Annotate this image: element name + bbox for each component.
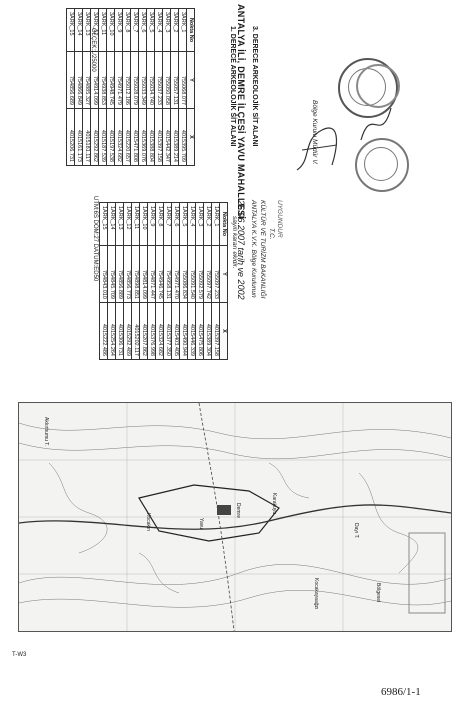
table-row xyxy=(124,203,132,360)
point-id-cell: 1ARK_4 xyxy=(188,203,196,246)
point-id-cell: 3ARK_15 xyxy=(67,9,75,52)
table-row xyxy=(147,9,155,166)
stamp-line-decision: sayılı kararı ekidir. xyxy=(231,216,238,269)
y-coordinate-cell: 754971.479 xyxy=(115,52,123,109)
stamp-line-ministry: KÜLTÜR VE TURİZM BAKANLIĞI xyxy=(259,200,266,299)
x-coordinate-cell: 4015389.214 xyxy=(171,109,179,166)
table-row xyxy=(180,203,188,360)
signer-title: Bölge Kurulu Müdür V. xyxy=(311,100,318,165)
map-label: Akkırbumu T. xyxy=(43,417,49,447)
page-number: 6986/1-1 xyxy=(381,686,421,698)
table-row xyxy=(116,203,124,360)
point-id-cell: 3ARK_13 xyxy=(83,9,91,52)
x-coordinate-cell: 4015222.486 xyxy=(100,303,108,360)
point-id-cell: 3ARK_2 xyxy=(171,9,179,52)
column-header: Y xyxy=(187,52,195,109)
table-row xyxy=(163,9,171,166)
point-id-cell: 3ARK_6 xyxy=(139,9,147,52)
coordinate-table-3 xyxy=(66,8,195,166)
point-id-cell: 3ARK_14 xyxy=(75,9,83,52)
site-boundary-polygon xyxy=(139,485,279,541)
point-id-cell: 1ARK_7 xyxy=(164,203,172,246)
y-coordinate-cell: 755033.349 xyxy=(139,52,147,109)
document-title: ANTALYA İLİ, DEMRE İLÇESİ YAVU MAHALLESİ xyxy=(236,4,246,220)
topographic-map xyxy=(18,402,452,632)
point-id-cell: 1ARK_9 xyxy=(148,203,156,246)
corner-mark: T-W3 xyxy=(12,652,27,658)
stamp-line-approved: UYGUNDUR xyxy=(276,200,283,238)
table-row xyxy=(67,9,75,166)
table-row xyxy=(123,9,131,166)
y-coordinate-cell: 754871.447 xyxy=(148,246,156,303)
signature-2 xyxy=(356,100,396,150)
y-coordinate-cell: 755092.579 xyxy=(196,246,204,303)
table1-wrapper xyxy=(99,202,228,360)
x-coordinate-cell: 4015161.173 xyxy=(75,109,83,166)
table-row xyxy=(75,9,83,166)
y-coordinate-cell: 755012.186 xyxy=(123,52,131,109)
y-coordinate-cell: 754971.470 xyxy=(172,246,180,303)
table3-wrapper xyxy=(66,8,195,166)
y-coordinate-cell: 755097.742 xyxy=(204,246,212,303)
table-row xyxy=(171,9,179,166)
table-row xyxy=(131,9,139,166)
x-coordinate-cell: 4015376.998 xyxy=(148,303,156,360)
x-coordinate-cell: 4015181.117 xyxy=(83,109,91,166)
x-coordinate-cell: 4015490.944 xyxy=(180,303,188,360)
x-coordinate-cell: 4015446.339 xyxy=(188,303,196,360)
point-id-cell: 1ARK_12 xyxy=(124,203,132,246)
x-coordinate-cell: 4015389.304 xyxy=(204,303,212,360)
table1-body xyxy=(100,203,220,360)
stamp-line-date: 26.06.2007 tarih ve 2002 xyxy=(236,200,246,300)
point-id-cell: 3ARK_11 xyxy=(99,9,107,52)
table-row xyxy=(99,9,107,166)
table-row xyxy=(212,203,220,360)
table-row xyxy=(148,203,156,360)
x-coordinate-cell: 4015292.862 xyxy=(91,109,99,166)
column-header: Nokta No xyxy=(187,9,195,52)
column-header: X xyxy=(187,109,195,166)
x-coordinate-cell: 4015471.808 xyxy=(131,109,139,166)
point-id-cell: 1ARK_3 xyxy=(196,203,204,246)
table3-body xyxy=(67,9,187,166)
point-id-cell: 3ARK_4 xyxy=(155,9,163,52)
scale-text: ÖLÇEK:1/25000 xyxy=(90,28,96,72)
y-coordinate-cell: 754948.745 xyxy=(107,52,115,109)
y-coordinate-cell: 755037.233 xyxy=(155,52,163,109)
x-coordinate-cell: 4015187.539 xyxy=(99,109,107,166)
map-label: Kocakayaağzı xyxy=(313,578,319,610)
table-row xyxy=(115,9,123,166)
table-row xyxy=(100,203,108,360)
point-id-cell: 1ARK_13 xyxy=(116,203,124,246)
y-coordinate-cell: 754856.889 xyxy=(116,246,124,303)
coordinate-table-1 xyxy=(99,202,228,360)
x-coordinate-cell: 4015388.804 xyxy=(147,109,155,166)
x-coordinate-cell: 4015324.682 xyxy=(156,303,164,360)
point-id-cell: 3ARK_9 xyxy=(115,9,123,52)
table-row xyxy=(172,203,180,360)
x-coordinate-cell: 4015397.158 xyxy=(155,109,163,166)
y-coordinate-cell: 755086.834 xyxy=(180,246,188,303)
point-id-cell: 1ARK_10 xyxy=(140,203,148,246)
x-coordinate-cell: 4015206.731 xyxy=(67,109,75,166)
table1-caption: 1. DERECE ARKEOLOJİK SİT ALANI xyxy=(229,26,236,147)
table-row xyxy=(196,203,204,360)
point-id-cell: 1ARK_15 xyxy=(100,203,108,246)
table-row xyxy=(155,9,163,166)
y-coordinate-cell: 755068.077 xyxy=(179,52,187,109)
x-coordinate-cell: 4015369.076 xyxy=(139,109,147,166)
y-coordinate-cell: 755097.233 xyxy=(212,246,220,303)
table-row xyxy=(164,203,172,360)
map-label: Karakuyu xyxy=(271,493,277,515)
table-row xyxy=(156,203,164,360)
x-coordinate-cell: 4015475.806 xyxy=(196,303,204,360)
y-coordinate-cell: 754866.849 xyxy=(75,52,83,109)
point-id-cell: 1ARK_14 xyxy=(108,203,116,246)
x-coordinate-cell: 4015254.264 xyxy=(108,303,116,360)
point-id-cell: 3ARK_8 xyxy=(123,9,131,52)
x-coordinate-cell: 4015324.682 xyxy=(115,109,123,166)
y-coordinate-cell: 754885.327 xyxy=(83,52,91,109)
table-row xyxy=(139,9,147,166)
x-coordinate-cell: 4015395.709 xyxy=(179,109,187,166)
x-coordinate-cell: 4015403.405 xyxy=(172,303,180,360)
y-coordinate-cell: 754946.745 xyxy=(156,246,164,303)
point-id-cell: 1ARK_1 xyxy=(212,203,220,246)
table-header-row xyxy=(220,203,228,360)
y-coordinate-cell: 755034.740 xyxy=(147,52,155,109)
table-row xyxy=(188,203,196,360)
y-coordinate-cell: 754845.709 xyxy=(108,246,116,303)
x-coordinate-cell: 4015292.489 xyxy=(124,303,132,360)
x-coordinate-cell: 4015377.350 xyxy=(164,303,172,360)
x-coordinate-cell: 4015397.158 xyxy=(212,303,220,360)
y-coordinate-cell: 754938.853 xyxy=(99,52,107,109)
point-id-cell: 3ARK_5 xyxy=(147,9,155,52)
point-id-cell: 3ARK_7 xyxy=(131,9,139,52)
table-row xyxy=(204,203,212,360)
column-header: Y xyxy=(220,246,228,303)
column-header: Nokta No xyxy=(220,203,228,246)
x-coordinate-cell: 4015197.538 xyxy=(107,109,115,166)
point-id-cell: 1ARK_5 xyxy=(180,203,188,246)
map-label: Kocakırı xyxy=(145,513,151,532)
table-row xyxy=(132,203,140,360)
x-coordinate-cell: 4015442.347 xyxy=(163,109,171,166)
map-label: Yavu xyxy=(198,518,204,530)
y-coordinate-cell: 755057.131 xyxy=(171,52,179,109)
point-id-cell: 1ARK_2 xyxy=(204,203,212,246)
table-row xyxy=(140,203,148,360)
y-coordinate-cell: 754898.851 xyxy=(132,246,140,303)
x-coordinate-cell: 4015207.862 xyxy=(140,303,148,360)
x-coordinate-cell: 4015306.731 xyxy=(116,303,124,360)
map-label: Bölgesel xyxy=(375,583,381,603)
y-coordinate-cell: 754856.689 xyxy=(67,52,75,109)
point-id-cell: 1ARK_11 xyxy=(132,203,140,246)
map-label: Demre xyxy=(235,503,241,519)
stamp-line-board: ANTALYA K.V.K. Bölge Kurulunun xyxy=(250,200,257,298)
table-row xyxy=(179,9,187,166)
stamp-line-tc: T.C. xyxy=(268,228,275,240)
column-header: X xyxy=(220,303,228,360)
point-id-cell: 1ARK_8 xyxy=(156,203,164,246)
y-coordinate-cell: 754856.773 xyxy=(124,246,132,303)
x-coordinate-cell: 4015202.117 xyxy=(132,303,140,360)
point-id-cell: 3ARK_12 xyxy=(91,9,99,52)
x-coordinate-cell: 4015220.657 xyxy=(123,109,131,166)
y-coordinate-cell: 755050.058 xyxy=(163,52,171,109)
y-coordinate-cell: 754814.099 xyxy=(140,246,148,303)
point-id-cell: 3ARK_3 xyxy=(163,9,171,52)
table3-caption: 3. DERECE ARKEOLOJİK SİT ALANI xyxy=(251,26,258,147)
y-coordinate-cell: 754914.099 xyxy=(91,52,99,109)
table-header-row xyxy=(187,9,195,166)
table-row xyxy=(107,9,115,166)
y-coordinate-cell: 755091.540 xyxy=(188,246,196,303)
y-coordinate-cell: 755028.079 xyxy=(131,52,139,109)
point-id-cell: 3ARK_10 xyxy=(107,9,115,52)
utm-datum-text: UTM:6S DOM:27 DATUM:ED50 xyxy=(92,196,98,282)
signature-1 xyxy=(292,120,342,180)
map-label: Dayı T. xyxy=(353,523,359,539)
point-id-cell: 1ARK_6 xyxy=(172,203,180,246)
y-coordinate-cell: 754843.010 xyxy=(100,246,108,303)
y-coordinate-cell: 754958.131 xyxy=(164,246,172,303)
point-id-cell: 3ARK_1 xyxy=(179,9,187,52)
table-row xyxy=(108,203,116,360)
